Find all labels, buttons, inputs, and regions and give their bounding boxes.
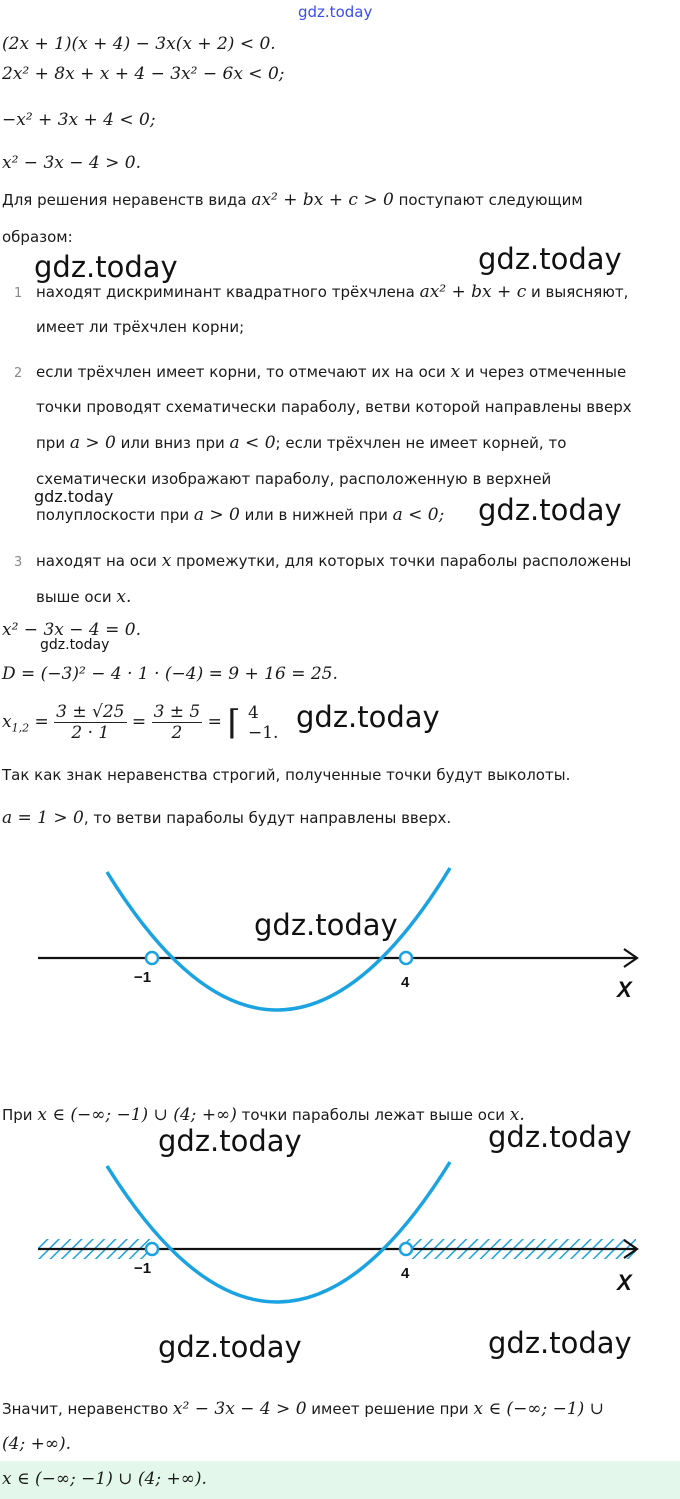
conclusion-formula: x² − 3x − 4 > 0: [172, 1399, 307, 1419]
equation-line-1: (2x + 1)(x + 4) − 3x(x + 2) < 0.: [2, 34, 276, 54]
branches-text: , то ветви параболы будут направлены вверх.: [83, 809, 452, 827]
step-number: 2: [14, 366, 23, 381]
step-text: промежутки, для которых точки параболы расположены: [176, 552, 632, 570]
step-text: или вниз при: [120, 434, 225, 452]
intro-part3: образом:: [2, 228, 73, 246]
watermark-top: gdz.today: [298, 3, 373, 21]
conclusion-2-line-2: (4; +∞).: [2, 1434, 72, 1454]
equation-line-3: −x² + 3x + 4 < 0;: [2, 110, 156, 130]
fraction-1-numerator: 3 ± √25: [56, 702, 125, 722]
step-text: ; если трёхчлен не имеет корней, то: [275, 434, 567, 452]
conclusion-2-line-1: [2, 1399, 604, 1419]
system-bracket: ⌈: [227, 702, 241, 743]
parabola-curve: [107, 1162, 450, 1302]
tick-label-left: −1: [134, 1260, 152, 1277]
step-text: находят на оси: [36, 552, 157, 570]
step-formula: a < 0;: [392, 505, 445, 525]
conclusion-1: [2, 1105, 525, 1125]
watermark: gdz.today: [34, 487, 114, 506]
step-formula: x: [450, 362, 461, 382]
watermark: gdz.today: [40, 637, 110, 653]
root-point-left: [146, 1243, 158, 1255]
step-2-line-1: [36, 362, 626, 382]
step-2-line-3: [36, 433, 566, 453]
tick-label-left: −1: [134, 969, 152, 986]
watermark: gdz.today: [488, 1120, 632, 1154]
fraction-2-denominator: 2: [171, 723, 183, 743]
step-text: находят дискриминант квадратного трёхчлена: [36, 283, 415, 301]
watermark: gdz.today: [478, 242, 622, 276]
roots-lhs: x: [2, 712, 12, 732]
conclusion-formula: x ∈ (−∞; −1) ∪: [473, 1399, 604, 1419]
watermark: gdz.today: [158, 1330, 302, 1364]
watermark: gdz.today: [158, 1124, 302, 1158]
fraction-1: [54, 702, 126, 743]
discriminant: D = (−3)² − 4 · 1 · (−4) = 9 + 16 = 25.: [2, 664, 338, 684]
fraction-2-numerator: 3 ± 5: [153, 702, 201, 722]
axis-label-x: X: [617, 977, 632, 1002]
step-text: и через отмеченные: [464, 363, 627, 381]
strict-note: Так как знак неравенства строгий, полученные точки будут выколоты.: [2, 766, 571, 784]
fraction-1-denominator: 2 · 1: [71, 723, 110, 743]
conclusion-text: Значит, неравенство: [2, 1400, 169, 1418]
conclusion-text: точки параболы лежат выше оси: [241, 1106, 505, 1124]
step-1-line-1: [36, 282, 628, 302]
step-text: выше оси: [36, 588, 112, 606]
root-point-left: [146, 952, 158, 964]
step-number: 3: [14, 555, 23, 570]
root-value: 4: [247, 702, 259, 723]
intro-part1: Для решения неравенств вида: [2, 191, 247, 209]
step-2-line-2: точки проводят схематически параболу, ветви которой направлены вверх: [36, 398, 632, 416]
step-text: полуплоскости при: [36, 506, 190, 524]
step-formula: ax² + bx + c: [419, 282, 527, 302]
root-point-right: [400, 952, 412, 964]
equation-line-4: x² − 3x − 4 > 0.: [2, 153, 141, 173]
step-number: 1: [14, 286, 23, 301]
conclusion-formula: x.: [509, 1105, 525, 1125]
step-formula: a < 0: [229, 433, 276, 453]
watermark: gdz.today: [478, 493, 622, 527]
intro-part2: поступают следующим: [398, 191, 583, 209]
conclusion-formula: x ∈ (−∞; −1) ∪ (4; +∞): [37, 1105, 237, 1125]
step-text: и выясняют,: [531, 283, 629, 301]
conclusion-text: При: [2, 1106, 33, 1124]
final-answer: x ∈ (−∞; −1) ∪ (4; +∞).: [2, 1469, 207, 1489]
watermark: gdz.today: [254, 908, 398, 942]
step-3-line-1: [36, 551, 631, 571]
root-point-right: [400, 1243, 412, 1255]
intro-formula: ax² + bx + c > 0: [251, 190, 394, 210]
intro-text: [2, 190, 583, 210]
quadratic-equation: x² − 3x − 4 = 0.: [2, 620, 141, 640]
step-1-line-2: имеет ли трёхчлен корни;: [36, 318, 245, 336]
step-text: или в нижней при: [244, 506, 388, 524]
parabola-graph-1: [0, 860, 680, 1050]
axis-label-x: X: [617, 1270, 632, 1295]
watermark: gdz.today: [296, 700, 440, 734]
roots-subscript: 1,2: [11, 721, 30, 735]
tick-label-right: 4: [401, 1265, 410, 1282]
step-formula: a > 0: [69, 433, 116, 453]
roots-list: [246, 703, 280, 743]
branches-formula: a = 1 > 0: [2, 808, 84, 828]
step-3-line-2: [36, 587, 131, 607]
step-text: при: [36, 434, 66, 452]
root-value: −1.: [247, 722, 279, 743]
watermark: gdz.today: [34, 250, 178, 284]
step-2-line-5: [36, 505, 444, 525]
step-formula: x: [161, 551, 172, 571]
step-formula: x.: [116, 587, 132, 607]
tick-label-right: 4: [401, 974, 410, 991]
branches-note: [2, 808, 451, 828]
step-formula: a > 0: [193, 505, 240, 525]
step-2-line-4: схематически изображают параболу, расположенную в верхней: [36, 470, 552, 488]
watermark: gdz.today: [488, 1326, 632, 1360]
parabola-graph-2: [0, 1150, 680, 1330]
step-text: если трёхчлен имеет корни, то отмечают их на оси: [36, 363, 446, 381]
roots-formula: $x_{1,2}$ = $\frac{3 \pm √25}{2 \cdot 1}$ = $\frac{3 \pm 5}{2}$ = ⌈ 4 −1.: [2, 702, 279, 743]
conclusion-text: имеет решение при: [311, 1400, 469, 1418]
equation-line-2: 2x² + 8x + x + 4 − 3x² − 6x < 0;: [2, 64, 285, 84]
fraction-2: [152, 702, 203, 743]
